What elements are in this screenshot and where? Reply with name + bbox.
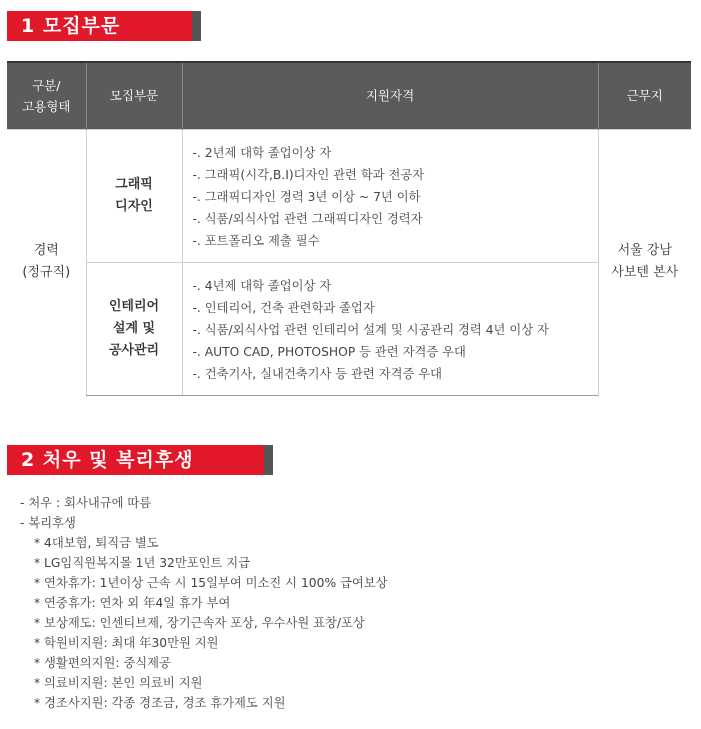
banner-tail-decoration xyxy=(264,445,273,475)
recruitment-table xyxy=(7,61,691,396)
list-item: * 학원비지원: 최대 年30만원 지원 xyxy=(34,636,219,650)
qualification-cell xyxy=(182,129,598,262)
qualification-item: -. 건축기사, 실내건축기사 등 관련 자격증 우대 xyxy=(192,366,443,381)
qualification-item: -. 그래픽디자인 경력 3년 이상 ~ 7년 이하 xyxy=(192,189,421,204)
dept-cell xyxy=(86,262,182,395)
list-item: * 의료비지원: 본인 의료비 지원 xyxy=(34,676,203,690)
list-item: - 처우 : 회사내규에 따름 xyxy=(20,496,152,510)
employment-type-cell xyxy=(7,129,86,395)
list-item: - 복리후생 xyxy=(20,516,76,530)
qualification-item: -. 인테리어, 건축 관련학과 졸업자 xyxy=(192,300,375,315)
location-line2: 사보텐 본사 xyxy=(611,265,679,281)
list-item: * 연차휴가: 1년이상 근속 시 15일부여 미소진 시 100% 급여보상 xyxy=(34,576,388,590)
location-line1: 서울 강남 xyxy=(617,243,672,259)
list-item: * 4대보험, 퇴직금 별도 xyxy=(34,536,159,550)
dept-line2: 설계 및 xyxy=(112,320,156,336)
employment-type-line2: (정규직) xyxy=(22,265,71,281)
header-category-line2: 고용형태 xyxy=(22,98,71,114)
dept-line3: 공사관리 xyxy=(108,342,160,358)
header-qualification: 지원자격 xyxy=(182,62,598,129)
qualification-item: -. 식품/외식사업 관련 인테리어 설계 및 시공관리 경력 4년 이상 자 xyxy=(192,322,549,337)
table-row xyxy=(7,262,691,395)
header-category-line1: 구분/ xyxy=(32,77,61,93)
employment-type-line1: 경력 xyxy=(33,243,59,259)
qualification-item: -. 4년제 대학 졸업이상 자 xyxy=(192,278,332,293)
section-1-title: 1 모집부문 xyxy=(21,15,121,37)
dept-line2: 디자인 xyxy=(115,198,153,214)
qualification-item: -. 포트폴리오 제출 필수 xyxy=(192,233,320,248)
section-2-banner xyxy=(7,445,273,475)
qualification-item: -. AUTO CAD, PHOTOSHOP 등 관련 자격증 우대 xyxy=(192,344,466,359)
section-1-banner xyxy=(7,11,201,41)
dept-line1: 인테리어 xyxy=(108,298,160,314)
list-item: * 보상제도: 인센티브제, 장기근속자 포상, 우수사원 표창/포상 xyxy=(34,616,365,630)
qualification-cell xyxy=(182,262,598,395)
header-category xyxy=(7,62,86,129)
dept-cell xyxy=(86,129,182,262)
table-header-row xyxy=(7,62,691,129)
section-2-title: 2 처우 및 복리후생 xyxy=(21,449,194,471)
banner-tail-decoration xyxy=(192,11,201,41)
qualification-item: -. 그래픽(시각,B.I)디자인 관련 학과 전공자 xyxy=(192,167,425,182)
header-location: 근무지 xyxy=(598,62,691,129)
header-dept: 모집부문 xyxy=(86,62,182,129)
qualification-item: -. 2년제 대학 졸업이상 자 xyxy=(192,145,332,160)
list-item: * 경조사지원: 각종 경조금, 경조 휴가제도 지원 xyxy=(34,696,286,710)
list-item: * 연중휴가: 연차 외 年4일 휴가 부여 xyxy=(34,596,231,610)
list-item: * LG임직원복지몰 1년 32만포인트 지급 xyxy=(34,556,251,570)
qualification-item: -. 식품/외식사업 관련 그래픽디자인 경력자 xyxy=(192,211,423,226)
dept-line1: 그래픽 xyxy=(115,176,153,192)
benefits-list xyxy=(20,493,388,713)
location-cell xyxy=(598,129,691,395)
table-row xyxy=(7,129,691,262)
list-item: * 생활편의지원: 중식제공 xyxy=(34,656,171,670)
